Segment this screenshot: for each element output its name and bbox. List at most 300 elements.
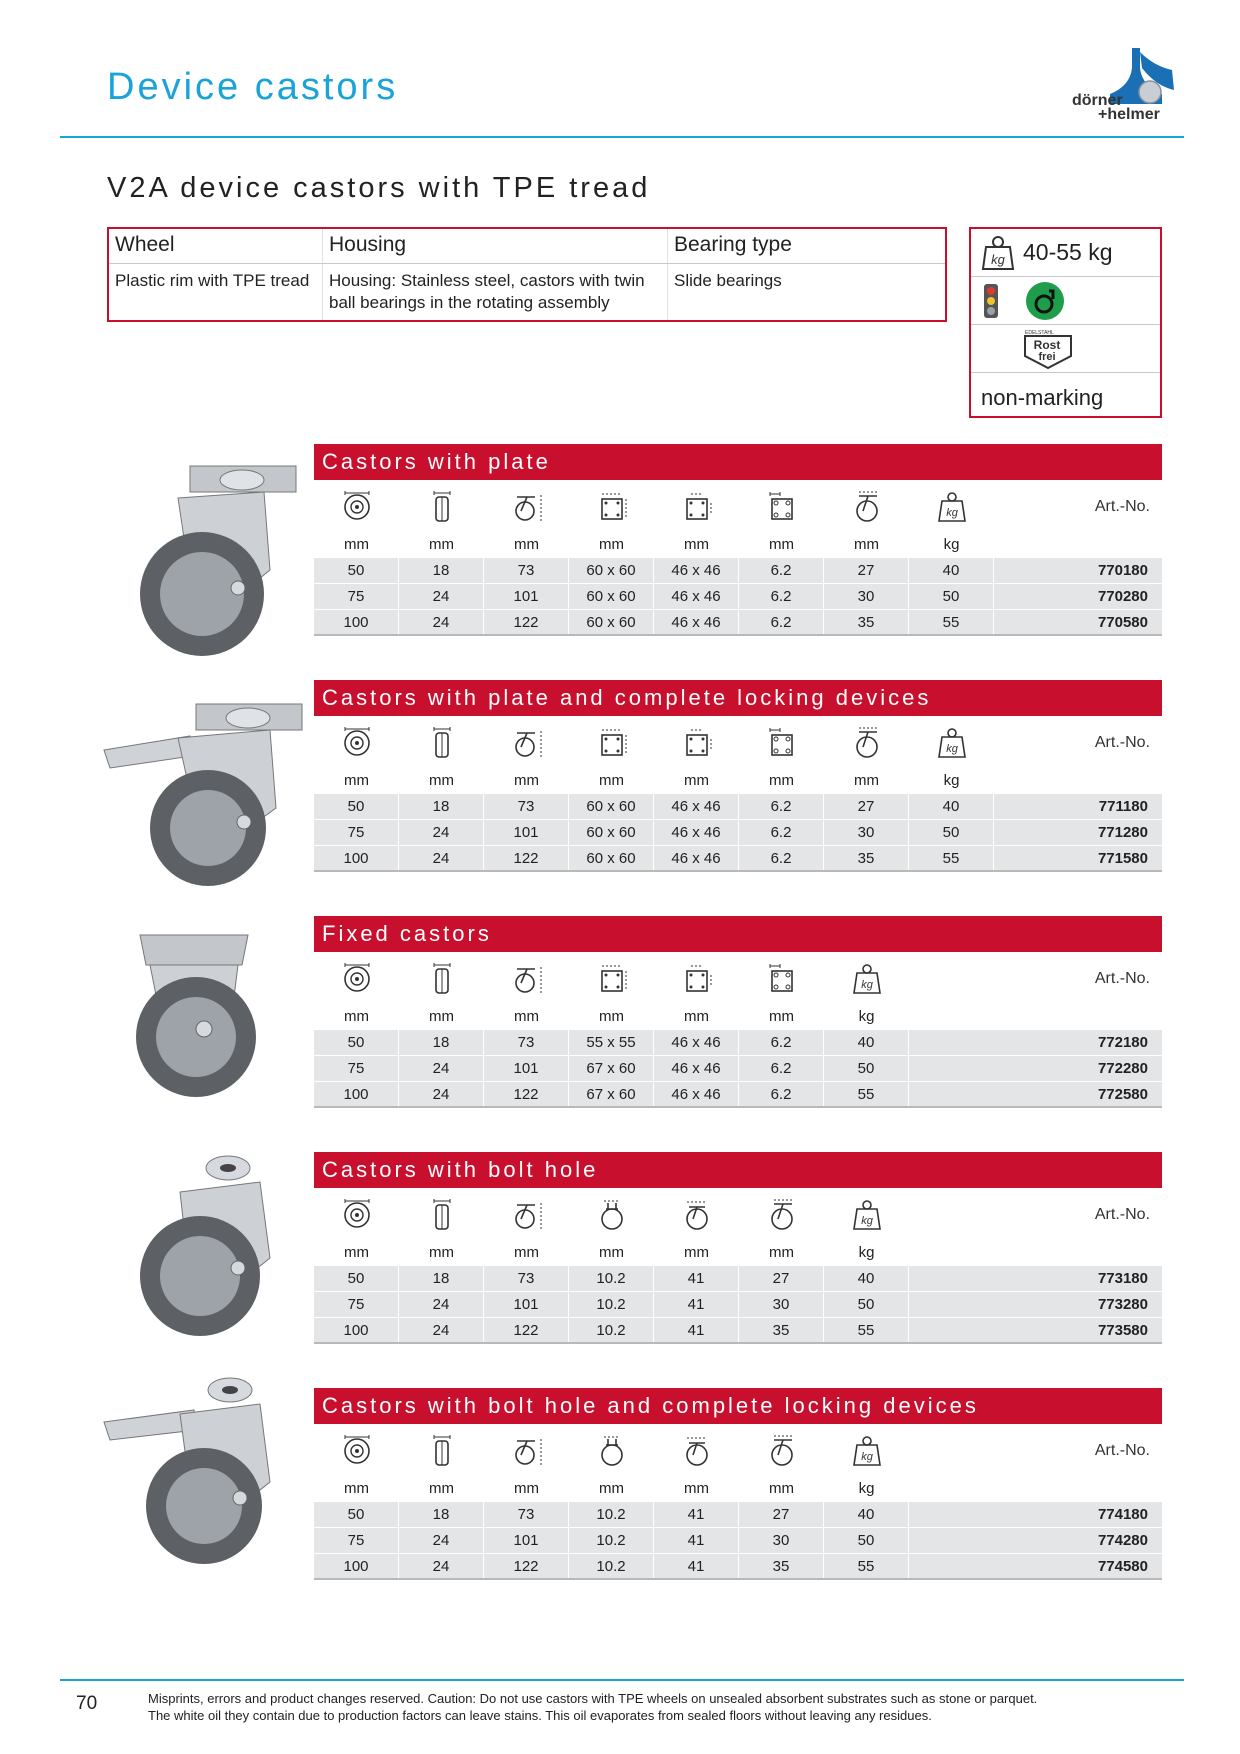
housing-width-icon [681, 1199, 713, 1233]
unit-label: mm [514, 772, 539, 789]
unit-label: mm [599, 1244, 624, 1261]
icon-cell [484, 727, 569, 761]
hole-spacing-icon [681, 491, 713, 525]
wheel-width-icon [426, 727, 458, 761]
icon-cell [739, 1435, 824, 1469]
icon-cell [569, 491, 654, 525]
rust-free-label-rost: Rost [1033, 338, 1061, 352]
table-row [314, 820, 1162, 846]
footer-line-1: Misprints, errors and product changes reserved. Caution: Do not use castors with TPE wheels on unsealed absorbent substrates such as stone or parquet. [148, 1691, 1038, 1706]
spec-value-bearing: Slide bearings [674, 271, 782, 290]
section-castors-with-bolt-hole [314, 1152, 1162, 1344]
table-row [314, 584, 1162, 610]
unit-label: mm [514, 1244, 539, 1261]
unit-label: mm [344, 1480, 369, 1497]
svg-text:kg: kg [860, 979, 873, 991]
icon-cell [824, 1435, 909, 1469]
table-cell: 55 [824, 1318, 909, 1342]
offset-icon [851, 727, 883, 761]
unit-label: mm [514, 1008, 539, 1025]
table-cell: 46 x 46 [654, 1082, 739, 1106]
table-cell: 6.2 [739, 1056, 824, 1081]
weight-icon [981, 235, 1015, 271]
table-cell: 50 [314, 1502, 399, 1527]
table-cell: 35 [739, 1318, 824, 1342]
article-number-cell: 771180 [1098, 798, 1148, 815]
article-number-cell: 773280 [1097, 1296, 1148, 1313]
table-cell: 75 [314, 1056, 399, 1081]
table-cell: 46 x 46 [654, 820, 739, 845]
article-number-cell: 771580 [1097, 850, 1148, 867]
spec-value-row [109, 264, 945, 320]
section-title: Castors with plate [314, 444, 1162, 480]
icon-cell [399, 1199, 484, 1233]
table-cell: 24 [399, 820, 484, 845]
table-cell: 24 [399, 584, 484, 609]
table-row [314, 1266, 1162, 1292]
non-marking-row [971, 373, 1160, 416]
rust-free-label-top: EDELSTAHL [1025, 330, 1054, 336]
units-row [314, 1244, 1162, 1266]
table-cell: 73 [484, 1502, 569, 1527]
unit-label: mm [514, 1480, 539, 1497]
table-row [314, 1318, 1162, 1344]
svg-text:kg: kg [860, 1451, 873, 1463]
footer-divider [60, 1679, 1184, 1681]
table-cell: 18 [399, 1030, 484, 1055]
logo-text-helmer: +helmer [1098, 106, 1160, 123]
table-cell: 30 [739, 1528, 824, 1553]
traffic-light-icon [983, 283, 999, 319]
article-number-label: Art.-No. [1094, 1206, 1150, 1223]
table-cell: 75 [314, 820, 399, 845]
unit-label: mm [769, 772, 794, 789]
table-cell: 50 [909, 584, 994, 609]
dimension-icons-row [314, 716, 1162, 772]
section-castors-with-bolt-hole-and-locking [314, 1388, 1162, 1580]
table-cell: 35 [824, 846, 909, 870]
bolt-hole-diameter-icon [766, 727, 798, 761]
load-row [971, 229, 1160, 277]
table-cell: 27 [739, 1502, 824, 1527]
footer-line-2: The white oil they contain due to production factors can leave stains. This oil evaporates from sealed floors without leaving any residues. [148, 1708, 932, 1723]
unit-label: mm [429, 1480, 454, 1497]
article-number-cell: 773580 [1097, 1322, 1148, 1339]
offset-icon [851, 491, 883, 525]
table-cell: 50 [909, 820, 994, 845]
section-castors-with-plate [314, 444, 1162, 636]
load-capacity-icon [851, 963, 883, 997]
table-cell: 100 [314, 846, 399, 870]
overall-height-icon [511, 727, 543, 761]
unit-label: mm [429, 772, 454, 789]
table-cell: 24 [399, 1056, 484, 1081]
wheel-diameter-icon [341, 491, 373, 525]
spec-header-bearing: Bearing type [674, 233, 792, 256]
green-castor-badge-icon [1025, 281, 1065, 321]
unit-label: mm [769, 536, 794, 553]
icon-cell [824, 727, 909, 761]
table-row [314, 1502, 1162, 1528]
load-capacity-icon [936, 491, 968, 525]
icon-cell [399, 1435, 484, 1469]
load-capacity-text: 40-55 kg [1023, 239, 1113, 265]
table-cell: 6.2 [739, 1030, 824, 1055]
article-number-cell: 773180 [1097, 1270, 1148, 1287]
table-cell: 50 [314, 794, 399, 819]
table-cell: 6.2 [739, 558, 824, 583]
table-cell: 6.2 [739, 846, 824, 870]
icon-cell [314, 491, 399, 525]
icon-cell [314, 963, 399, 997]
table-cell: 75 [314, 1528, 399, 1553]
unit-label: mm [599, 1008, 624, 1025]
units-row [314, 1008, 1162, 1030]
table-cell: 101 [484, 820, 569, 845]
table-row [314, 1554, 1162, 1580]
table-cell: 73 [484, 1030, 569, 1055]
table-cell: 41 [654, 1292, 739, 1317]
castor-with-plate-and-locking-image [100, 690, 310, 890]
table-cell: 60 x 60 [569, 820, 654, 845]
table-cell: 50 [314, 1030, 399, 1055]
castor-with-bolt-hole-and-locking-image [100, 1370, 300, 1570]
units-row [314, 772, 1162, 794]
properties-box [969, 227, 1162, 418]
unit-label: mm [344, 772, 369, 789]
table-cell: 41 [654, 1266, 739, 1291]
plate-size-icon [596, 727, 628, 761]
fixed-castor-image [120, 925, 270, 1115]
section-title: Castors with bolt hole [314, 1152, 1162, 1188]
table-cell: 122 [484, 846, 569, 870]
table-cell: 10.2 [569, 1292, 654, 1317]
title-divider [60, 136, 1184, 138]
castor-with-bolt-hole-image [120, 1148, 290, 1338]
offset-icon [766, 1199, 798, 1233]
table-cell: 6.2 [739, 584, 824, 609]
overall-height-icon [511, 491, 543, 525]
castor-with-plate-image [120, 458, 310, 658]
table-cell: 24 [399, 1292, 484, 1317]
table-cell: 73 [484, 794, 569, 819]
plate-size-icon [596, 491, 628, 525]
icon-cell [399, 963, 484, 997]
table-cell: 40 [909, 794, 994, 819]
rust-free-icon [1021, 328, 1075, 370]
bolt-hole-icon [596, 1435, 628, 1469]
article-number-cell: 774180 [1097, 1506, 1148, 1523]
load-capacity-icon [936, 727, 968, 761]
icon-cell [569, 1199, 654, 1233]
table-cell: 50 [824, 1528, 909, 1553]
page-title: Device castors [107, 66, 399, 108]
table-cell: 50 [314, 558, 399, 583]
wheel-width-icon [426, 491, 458, 525]
table-cell: 24 [399, 1554, 484, 1578]
table-cell: 6.2 [739, 610, 824, 634]
unit-label: mm [684, 1480, 709, 1497]
brand-logo [1070, 46, 1190, 126]
load-capacity-icon [851, 1435, 883, 1469]
table-cell: 100 [314, 610, 399, 634]
unit-label: mm [514, 536, 539, 553]
table-cell: 24 [399, 846, 484, 870]
icon-cell [314, 727, 399, 761]
icon-cell [314, 1435, 399, 1469]
svg-text:kg: kg [945, 743, 958, 755]
icon-cell [824, 963, 909, 997]
spec-table [107, 227, 947, 322]
table-cell: 10.2 [569, 1554, 654, 1578]
table-cell: 24 [399, 1082, 484, 1106]
unit-label: mm [429, 536, 454, 553]
table-cell: 27 [824, 558, 909, 583]
table-cell: 35 [739, 1554, 824, 1578]
table-cell: 60 x 60 [569, 846, 654, 870]
table-cell: 75 [314, 584, 399, 609]
unit-label: mm [344, 1244, 369, 1261]
icon-cell [314, 1199, 399, 1233]
article-number-cell: 770280 [1097, 588, 1148, 605]
unit-label: mm [599, 536, 624, 553]
article-number-cell: 770180 [1097, 562, 1148, 579]
offset-icon [766, 1435, 798, 1469]
article-number-label: Art.-No. [1094, 498, 1150, 515]
table-row [314, 558, 1162, 584]
table-cell: 122 [484, 1554, 569, 1578]
article-number-label: Art.-No. [1094, 1442, 1150, 1459]
icon-cell [569, 1435, 654, 1469]
article-number-label: Art.-No. [1094, 734, 1150, 751]
product-subtitle: V2A device castors with TPE tread [107, 172, 651, 204]
table-cell: 55 [909, 610, 994, 634]
table-cell: 41 [654, 1502, 739, 1527]
article-number-cell: 774580 [1097, 1558, 1148, 1575]
table-cell: 101 [484, 1056, 569, 1081]
table-cell: 67 x 60 [569, 1056, 654, 1081]
icon-cell [654, 1199, 739, 1233]
table-cell: 18 [399, 558, 484, 583]
table-cell: 46 x 46 [654, 610, 739, 634]
table-cell: 24 [399, 1318, 484, 1342]
icon-cell [399, 727, 484, 761]
svg-text:kg: kg [991, 252, 1005, 267]
table-cell: 67 x 60 [569, 1082, 654, 1106]
table-cell: 24 [399, 610, 484, 634]
table-cell: 73 [484, 558, 569, 583]
rust-free-row [971, 325, 1160, 373]
table-cell: 46 x 46 [654, 846, 739, 870]
wheel-width-icon [426, 1199, 458, 1233]
unit-label: mm [854, 536, 879, 553]
icon-cell [824, 1199, 909, 1233]
unit-label: kg [943, 772, 960, 789]
icon-cell [824, 491, 909, 525]
article-number-cell: 772280 [1097, 1060, 1148, 1077]
dimension-icons-row [314, 480, 1162, 536]
table-cell: 46 x 46 [654, 584, 739, 609]
unit-label: kg [858, 1480, 875, 1497]
article-number-cell: 774280 [1097, 1532, 1148, 1549]
wheel-width-icon [426, 963, 458, 997]
unit-label: mm [599, 1480, 624, 1497]
table-cell: 60 x 60 [569, 584, 654, 609]
table-row [314, 1528, 1162, 1554]
unit-label: kg [858, 1244, 875, 1261]
wheel-diameter-icon [341, 727, 373, 761]
table-cell: 18 [399, 794, 484, 819]
table-cell: 100 [314, 1554, 399, 1578]
table-cell: 101 [484, 584, 569, 609]
article-number-cell: 772180 [1097, 1034, 1148, 1051]
table-cell: 75 [314, 1292, 399, 1317]
icon-cell [909, 727, 994, 761]
indicator-row [971, 277, 1160, 325]
unit-label: mm [769, 1244, 794, 1261]
table-cell: 6.2 [739, 794, 824, 819]
table-cell: 10.2 [569, 1266, 654, 1291]
table-cell: 41 [654, 1528, 739, 1553]
icon-cell [399, 491, 484, 525]
table-cell: 6.2 [739, 820, 824, 845]
logo-text-dorner: dörner [1072, 92, 1123, 109]
icon-cell [739, 963, 824, 997]
table-cell: 30 [824, 584, 909, 609]
table-cell: 40 [824, 1502, 909, 1527]
section-castors-with-plate-and-locking [314, 680, 1162, 872]
spec-header-housing: Housing [323, 229, 668, 263]
section-title: Castors with plate and complete locking devices [314, 680, 1162, 716]
table-cell: 101 [484, 1292, 569, 1317]
section-title: Castors with bolt hole and complete locking devices [314, 1388, 1162, 1424]
table-cell: 122 [484, 610, 569, 634]
table-cell: 18 [399, 1502, 484, 1527]
table-row [314, 794, 1162, 820]
table-row [314, 610, 1162, 636]
table-cell: 55 [909, 846, 994, 870]
table-cell: 30 [739, 1292, 824, 1317]
dimension-icons-row [314, 1424, 1162, 1480]
table-row [314, 1082, 1162, 1108]
unit-label: mm [769, 1480, 794, 1497]
article-number-cell: 771280 [1097, 824, 1148, 841]
table-cell: 55 [824, 1554, 909, 1578]
footer-disclaimer [148, 1690, 1178, 1724]
table-cell: 50 [824, 1056, 909, 1081]
table-cell: 100 [314, 1082, 399, 1106]
table-cell: 122 [484, 1318, 569, 1342]
table-cell: 55 x 55 [569, 1030, 654, 1055]
overall-height-icon [511, 1435, 543, 1469]
icon-cell [654, 727, 739, 761]
table-cell: 73 [484, 1266, 569, 1291]
unit-label: mm [684, 1244, 709, 1261]
table-row [314, 1292, 1162, 1318]
hole-spacing-icon [681, 727, 713, 761]
table-cell: 55 [824, 1082, 909, 1106]
icon-cell [569, 963, 654, 997]
table-cell: 60 x 60 [569, 610, 654, 634]
icon-cell [484, 1435, 569, 1469]
table-cell: 10.2 [569, 1318, 654, 1342]
table-cell: 40 [824, 1030, 909, 1055]
dimension-icons-row [314, 952, 1162, 1008]
table-cell: 10.2 [569, 1502, 654, 1527]
icon-cell [484, 1199, 569, 1233]
spec-value-wheel: Plastic rim with TPE tread [109, 264, 323, 320]
table-cell: 60 x 60 [569, 558, 654, 583]
hole-spacing-icon [681, 963, 713, 997]
article-number-cell: 770580 [1097, 614, 1148, 631]
table-cell: 24 [399, 1528, 484, 1553]
unit-label: mm [429, 1244, 454, 1261]
icon-cell [484, 491, 569, 525]
icon-cell [654, 963, 739, 997]
page-number: 70 [76, 1693, 98, 1714]
icon-cell [654, 491, 739, 525]
dimension-icons-row [314, 1188, 1162, 1244]
table-row [314, 846, 1162, 872]
unit-label: mm [684, 772, 709, 789]
rust-free-label-frei: frei [1038, 351, 1056, 363]
spec-value-housing: Housing: Stainless steel, castors with twin ball bearings in the rotating assembly [323, 264, 668, 320]
icon-cell [569, 727, 654, 761]
housing-width-icon [681, 1435, 713, 1469]
non-marking-text: non-marking [981, 385, 1104, 410]
article-number-cell: 772580 [1097, 1086, 1148, 1103]
table-cell: 46 x 46 [654, 1056, 739, 1081]
table-cell: 100 [314, 1318, 399, 1342]
table-cell: 40 [909, 558, 994, 583]
svg-text:kg: kg [945, 507, 958, 519]
icon-cell [739, 1199, 824, 1233]
table-cell: 41 [654, 1318, 739, 1342]
unit-label: mm [429, 1008, 454, 1025]
overall-height-icon [511, 1199, 543, 1233]
bolt-hole-diameter-icon [766, 491, 798, 525]
units-row [314, 536, 1162, 558]
wheel-diameter-icon [341, 963, 373, 997]
icon-cell [739, 491, 824, 525]
unit-label: mm [854, 772, 879, 789]
icon-cell [654, 1435, 739, 1469]
table-cell: 35 [824, 610, 909, 634]
table-cell: 27 [824, 794, 909, 819]
unit-label: kg [858, 1008, 875, 1025]
table-row [314, 1056, 1162, 1082]
table-cell: 30 [824, 820, 909, 845]
units-row [314, 1480, 1162, 1502]
table-cell: 50 [824, 1292, 909, 1317]
spec-header-row [109, 229, 945, 264]
unit-label: mm [684, 536, 709, 553]
table-row [314, 1030, 1162, 1056]
overall-height-icon [511, 963, 543, 997]
table-cell: 122 [484, 1082, 569, 1106]
table-cell: 101 [484, 1528, 569, 1553]
table-cell: 6.2 [739, 1082, 824, 1106]
section-title: Fixed castors [314, 916, 1162, 952]
unit-label: kg [943, 536, 960, 553]
plate-size-icon [596, 963, 628, 997]
icon-cell [909, 491, 994, 525]
load-capacity-icon [851, 1199, 883, 1233]
table-cell: 46 x 46 [654, 1030, 739, 1055]
unit-label: mm [344, 1008, 369, 1025]
bolt-hole-icon [596, 1199, 628, 1233]
table-cell: 40 [824, 1266, 909, 1291]
